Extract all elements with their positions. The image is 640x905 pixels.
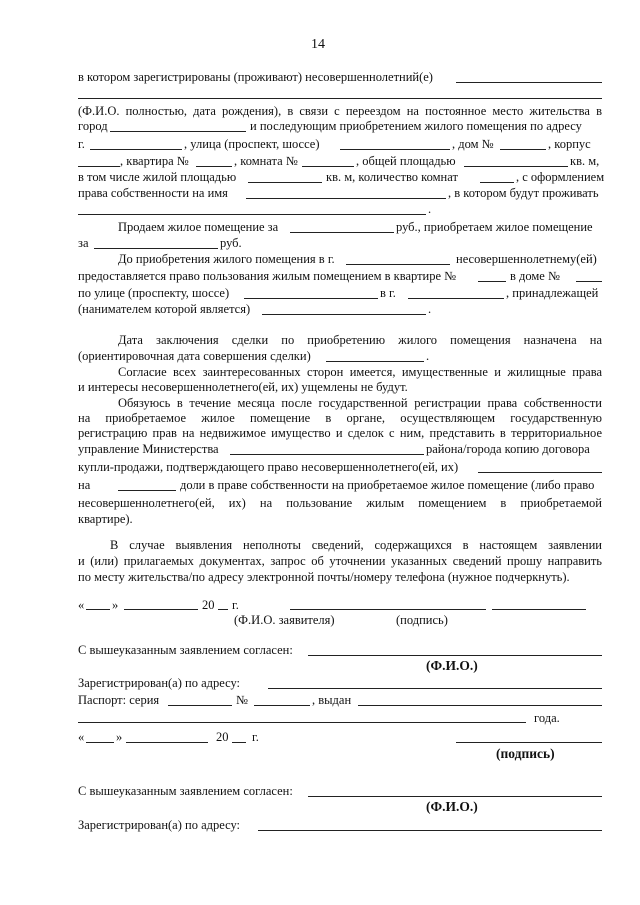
sign-caption: (подпись) bbox=[396, 613, 448, 627]
registration-line-2: (Ф.И.О. полностью, дата рождения), в связи с переездом на постоянное место жительства в bbox=[78, 104, 602, 118]
city-field[interactable] bbox=[110, 131, 246, 132]
quote-open: « bbox=[78, 730, 85, 744]
residents-field[interactable] bbox=[78, 214, 426, 215]
second-year-field[interactable] bbox=[232, 742, 246, 743]
obligation-line-5: купли-продажи, подтверждающего право несовершеннолетнего(ей, их) bbox=[78, 460, 459, 474]
second-month-field[interactable] bbox=[126, 742, 208, 743]
second-fio-caption: (Ф.И.О.) bbox=[426, 658, 478, 673]
period: . bbox=[428, 202, 432, 216]
quote-open: « bbox=[78, 598, 85, 612]
belonging-label: , принадлежащей bbox=[506, 286, 599, 300]
obligation-line-1: Обязуюсь в течение месяца после государственной регистрации права собственности bbox=[118, 396, 602, 410]
purchase-price-field[interactable] bbox=[94, 248, 218, 249]
second-signature-field[interactable] bbox=[456, 742, 602, 743]
deal-date-line: Дата заключения сделки по приобретению жилого помещения назначена на bbox=[118, 333, 602, 347]
sq-m-label: кв. м, bbox=[570, 154, 600, 168]
city-prefix: г. bbox=[78, 137, 85, 151]
address-city-field[interactable] bbox=[90, 149, 182, 150]
owner-name-field[interactable] bbox=[246, 198, 446, 199]
third-agreed-field[interactable] bbox=[308, 796, 602, 797]
third-fio-caption: (Ф.И.О.) bbox=[426, 799, 478, 814]
apartment-label: , квартира № bbox=[120, 154, 189, 168]
temp-apartment-field[interactable] bbox=[478, 281, 506, 282]
third-registered-label: Зарегистрирован(а) по адресу: bbox=[78, 818, 241, 832]
third-address-field[interactable] bbox=[258, 830, 602, 831]
sign-day-field[interactable] bbox=[86, 609, 110, 610]
consent-line-2: и интересы несовершеннолетнего(ей, их) ущемлены не будут. bbox=[78, 380, 408, 394]
year-word: года. bbox=[534, 711, 560, 725]
house-field[interactable] bbox=[500, 149, 546, 150]
sign-year-prefix: 20 bbox=[202, 598, 215, 612]
registration-line-3: и последующим приобретением жилого помещения по адресу bbox=[250, 119, 582, 133]
ministry-label: управление Министерства bbox=[78, 442, 219, 456]
page-number: 14 bbox=[311, 37, 325, 52]
deal-date-label: (ориентировочная дата совершения сделки) bbox=[78, 349, 311, 363]
registration-line-1: в котором зарегистрированы (проживают) несовершеннолетний(е) bbox=[78, 70, 433, 84]
residents-label: , в котором будут проживать bbox=[448, 186, 599, 200]
passport-series-label: Паспорт: серия bbox=[78, 693, 160, 707]
temp-street-label: по улице (проспекту, шоссе) bbox=[78, 286, 230, 300]
passport-number-label: № bbox=[236, 693, 248, 707]
applicant-name-field[interactable] bbox=[290, 609, 486, 610]
apartment-field[interactable] bbox=[196, 166, 232, 167]
district-label: района/города копию договора bbox=[426, 442, 590, 456]
second-agreed-field[interactable] bbox=[308, 655, 602, 656]
passport-issued-label: , выдан bbox=[312, 693, 352, 707]
rooms-count-label: кв. м, количество комнат bbox=[326, 170, 458, 184]
minor-name-field-2[interactable] bbox=[78, 98, 602, 99]
quote-close: » bbox=[116, 730, 123, 744]
sign-year-field[interactable] bbox=[218, 609, 228, 610]
total-area-label: , общей площадью bbox=[356, 154, 456, 168]
second-year-prefix: 20 bbox=[216, 730, 229, 744]
consent-line-1: Согласие всех заинтересованных сторон имеется, имущественные и жилищные права bbox=[118, 365, 602, 379]
owner-name-label: права собственности на имя bbox=[78, 186, 228, 200]
minor-label: несовершеннолетнему(ей) bbox=[456, 252, 597, 266]
second-registered-label: Зарегистрирован(а) по адресу: bbox=[78, 676, 241, 690]
applicant-signature-field[interactable] bbox=[492, 609, 586, 610]
sale-price-label: Продаем жилое помещение за bbox=[118, 220, 279, 234]
second-day-field[interactable] bbox=[86, 742, 114, 743]
second-sign-caption: (подпись) bbox=[496, 746, 555, 761]
applicant-caption: (Ф.И.О. заявителя) bbox=[234, 613, 335, 627]
living-area-label: в том числе жилой площадью bbox=[78, 170, 237, 184]
minor-name-field[interactable] bbox=[456, 82, 602, 83]
obligation-line-7: несовершеннолетнего(ей, их) на пользование жилым помещением в приобретаемой bbox=[78, 496, 602, 510]
share-field[interactable] bbox=[118, 490, 176, 491]
passport-series-field[interactable] bbox=[168, 705, 232, 706]
rub-label: руб. bbox=[220, 236, 242, 250]
passport-issued-field-2[interactable] bbox=[78, 722, 526, 723]
temp-city-label: в г. bbox=[380, 286, 396, 300]
room-field[interactable] bbox=[302, 166, 354, 167]
city-label: город bbox=[78, 119, 108, 133]
passport-issued-field[interactable] bbox=[358, 705, 602, 706]
street-label: , улица (проспект, шоссе) bbox=[184, 137, 320, 151]
before-purchase-label: До приобретения жилого помещения в г. bbox=[118, 252, 335, 266]
tenant-label: (нанимателем которой является) bbox=[78, 302, 251, 316]
incomplete-line-1: В случае выявления неполноты сведений, содержащихся в настоящем заявлении bbox=[110, 538, 602, 552]
share-prefix: на bbox=[78, 478, 91, 492]
ownership-label: , с оформлением bbox=[516, 170, 605, 184]
temp-apartment-label: предоставляется право пользования жилым помещением в квартире № bbox=[78, 269, 457, 283]
incomplete-line-2: и (или) прилагаемых документах, запрос об уточнении указанных сведений прошу направить bbox=[78, 554, 602, 568]
tenant-field[interactable] bbox=[262, 314, 426, 315]
ministry-district-field[interactable] bbox=[230, 454, 424, 455]
passport-number-field[interactable] bbox=[254, 705, 310, 706]
temp-house-field[interactable] bbox=[576, 281, 602, 282]
obligation-line-3: регистрацию прав на недвижимое имущество и сделок с ним, представить в территориальное bbox=[78, 426, 602, 440]
total-area-field[interactable] bbox=[464, 166, 568, 167]
minor-right-field[interactable] bbox=[478, 472, 602, 473]
purchase-prefix: за bbox=[78, 236, 89, 250]
third-agreed-label: С вышеуказанным заявлением согласен: bbox=[78, 784, 293, 798]
purchase-label: руб., приобретаем жилое помещение bbox=[396, 220, 593, 234]
second-year-suffix: г. bbox=[252, 730, 259, 744]
deal-date-field[interactable] bbox=[326, 361, 424, 362]
quote-close: » bbox=[112, 598, 119, 612]
period: . bbox=[428, 302, 432, 316]
street-field[interactable] bbox=[340, 149, 450, 150]
sign-year-suffix: г. bbox=[232, 598, 239, 612]
building-label: , корпус bbox=[548, 137, 591, 151]
house-label: , дом № bbox=[452, 137, 494, 151]
obligation-line-8: квартире). bbox=[78, 512, 133, 526]
temp-street-field[interactable] bbox=[244, 298, 378, 299]
sale-price-field[interactable] bbox=[290, 232, 394, 233]
temp-city-field[interactable] bbox=[408, 298, 504, 299]
incomplete-line-3: по месту жительства/по адресу электронной почты/номеру телефона (нужное подчеркнуть). bbox=[78, 570, 570, 584]
building-field[interactable] bbox=[78, 166, 120, 167]
room-label: , комната № bbox=[234, 154, 298, 168]
obligation-line-2: на приобретаемое жилое помещение в органе, осуществляющем государственную bbox=[78, 411, 602, 425]
sign-month-field[interactable] bbox=[124, 609, 198, 610]
period: . bbox=[426, 349, 430, 363]
temp-house-label: в доме № bbox=[510, 269, 560, 283]
second-address-field[interactable] bbox=[268, 688, 602, 689]
living-area-field[interactable] bbox=[248, 182, 322, 183]
before-city-field[interactable] bbox=[346, 264, 450, 265]
second-agreed-label: С вышеуказанным заявлением согласен: bbox=[78, 643, 293, 657]
share-label: доли в праве собственности на приобретаемое жилое помещение (либо право bbox=[180, 478, 595, 492]
rooms-count-field[interactable] bbox=[480, 182, 514, 183]
